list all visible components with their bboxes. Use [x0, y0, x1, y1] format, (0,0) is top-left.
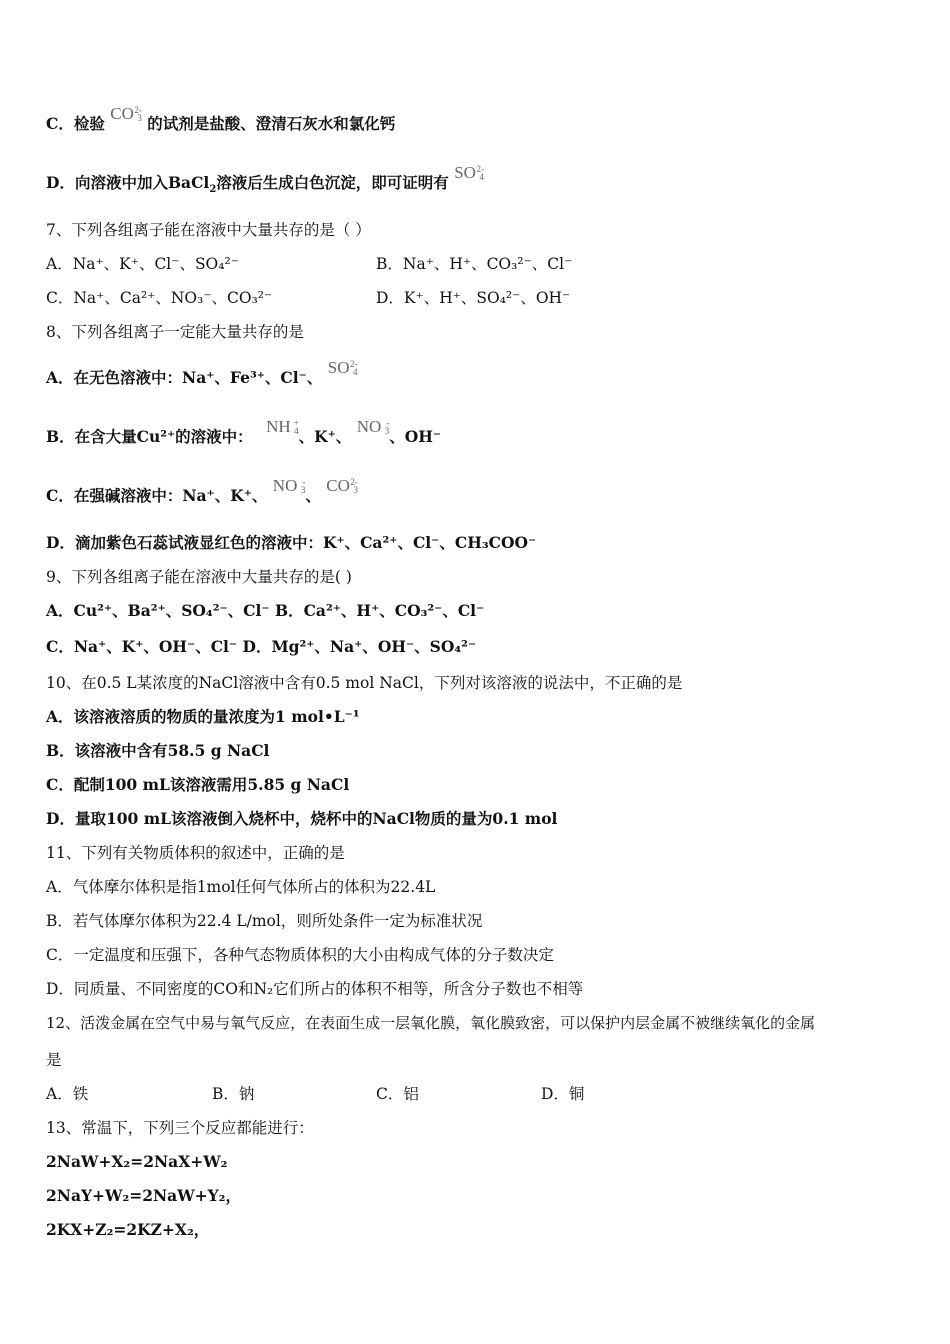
- q10-option-c: C．配制100 mL该溶液需用5.85 g NaCl: [46, 775, 350, 794]
- option-c-line: [46, 104, 396, 134]
- q10-option-a: A．该溶液溶质的物质的量浓度为1 mol•L⁻¹: [46, 707, 360, 726]
- reaction-2: 2NaY+W₂=2NaW+Y₂，: [46, 1186, 241, 1205]
- question-9: 9、下列各组离子能在溶液中大量共存的是( ): [46, 568, 352, 586]
- q8-option-d: D．滴加紫色石蕊试液显红色的溶液中：K⁺、Ca²⁺、Cl⁻、CH₃COO⁻: [46, 533, 537, 552]
- nitrate-ion: NO - 3: [356, 417, 390, 436]
- text: 的试剂是盐酸、澄清石灰水和氯化钙: [147, 114, 396, 133]
- question-7: 7、下列各组离子能在溶液中大量共存的是（ ）: [46, 221, 371, 239]
- q8-option-c: C．在强碱溶液中：Na⁺、K⁺、 NO - 3 、 CO 2- 3: [46, 476, 358, 505]
- q12-options: A．铁 B．钠 C．铝 D．铜: [46, 1085, 585, 1103]
- q9-row-1: A．Cu²⁺、Ba²⁺、SO₄²⁻、Cl⁻ B．Ca²⁺、H⁺、CO₃²⁻、Cl⁻: [46, 601, 485, 620]
- carbonate-ion: CO 2- 3: [326, 476, 358, 495]
- question-12-cont: 是: [46, 1051, 62, 1069]
- carbonate-ion: CO 2- 3: [110, 104, 142, 123]
- question-8: 8、下列各组离子一定能大量共存的是: [46, 323, 304, 341]
- question-11: 11、下列有关物质体积的叙述中，正确的是: [46, 844, 345, 862]
- question-10: 10、在0.5 L某浓度的NaCl溶液中含有0.5 mol NaCl，下列对该溶液的说法中，不正确的是: [46, 674, 683, 692]
- ammonium-ion: NH + 4: [266, 417, 299, 436]
- q11-option-d: D．同质量、不同密度的CO和N₂它们所占的体积不相等，所含分子数也不相等: [46, 980, 584, 998]
- q10-option-d: D．量取100 mL该溶液倒入烧杯中，烧杯中的NaCl物质的量为0.1 mol: [46, 809, 558, 828]
- q9-row-2: C．Na⁺、K⁺、OH⁻、Cl⁻ D．Mg²⁺、Na⁺、OH⁻、SO₄²⁻: [46, 637, 477, 656]
- q11-option-a: A．气体摩尔体积是指1mol任何气体所占的体积为22.4L: [46, 878, 436, 896]
- sulfate-ion: SO 2- 4: [454, 163, 484, 182]
- q7-row-2: C．Na⁺、Ca²⁺、NO₃⁻、CO₃²⁻ D．K⁺、H⁺、SO₄²⁻、OH⁻: [46, 289, 571, 307]
- q11-option-b: B．若气体摩尔体积为22.4 L/mol，则所处条件一定为标准状况: [46, 912, 483, 930]
- option-d-line: D．向溶液中加入BaCl$_2$溶液后生成白色沉淀，即可证明有 SO 2- 4: [46, 163, 484, 196]
- nitrate-ion: NO - 3: [272, 476, 306, 495]
- sulfate-ion: SO 2- 4: [327, 358, 358, 377]
- q7-row-1: A．Na⁺、K⁺、Cl⁻、SO₄²⁻ B．Na⁺、H⁺、CO₃²⁻、Cl⁻: [46, 255, 573, 273]
- q11-option-c: C．一定温度和压强下，各种气态物质体积的大小由构成气体的分子数决定: [46, 946, 554, 964]
- reaction-1: 2NaW+X₂=2NaX+W₂: [46, 1152, 228, 1171]
- q10-option-b: B．该溶液中含有58.5 g NaCl: [46, 741, 270, 760]
- reaction-3: 2KX+Z₂=2KZ+X₂，: [46, 1220, 210, 1239]
- q8-option-a: A．在无色溶液中：Na⁺、Fe³⁺、Cl⁻、 SO 2- 4: [46, 358, 358, 387]
- q8-option-b: B．在含大量Cu²⁺的溶液中： NH + 4 、K⁺、 NO - 3 、OH⁻: [46, 417, 442, 446]
- question-12: 12、活泼金属在空气中易与氧气反应，在表面生成一层氧化膜，氧化膜致密，可以保护内层金属不被继续氧化的金属: [46, 1014, 816, 1032]
- question-13: 13、常温下，下列三个反应都能进行：: [46, 1119, 314, 1137]
- text: C．检验: [46, 114, 105, 133]
